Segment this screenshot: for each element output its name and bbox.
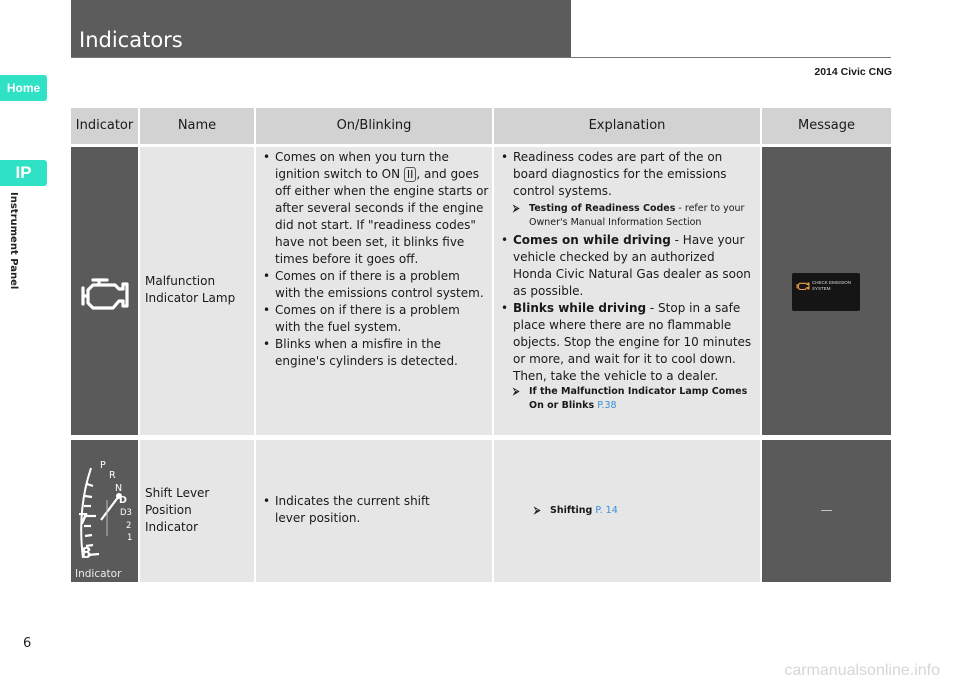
engine-icon bbox=[79, 278, 131, 312]
page-title: Indicators bbox=[79, 28, 183, 52]
model-name: 2014 Civic CNG bbox=[814, 66, 892, 78]
header-indicator: Indicator bbox=[71, 108, 138, 144]
indicator-caption: Indicator bbox=[75, 568, 122, 580]
explanation-cell-shift bbox=[494, 440, 760, 582]
mil-explanation-1: • Readiness codes are part of the on board diagnostics for the emissions control systems. bbox=[499, 149, 757, 200]
name-shift-line3: Indicator bbox=[145, 520, 199, 534]
header-rule bbox=[71, 57, 891, 58]
mil-explanation-2: • Comes on while driving - Have your vehicle checked by an authorized Honda Civic Natural Gas dealer as soon as possible. bbox=[499, 232, 757, 300]
home-button[interactable]: Home bbox=[0, 75, 47, 101]
ignition-on-symbol: II bbox=[404, 167, 417, 182]
name-cell-shift bbox=[140, 440, 254, 582]
header-name: Name bbox=[140, 108, 254, 144]
gear-n: N bbox=[115, 483, 123, 494]
screen-text-line1: CHECK EMISSION bbox=[812, 280, 852, 285]
mil-bullet-2: • Comes on if there is a problem with the emissions control system. bbox=[261, 268, 489, 302]
name-mil-line2: Indicator Lamp bbox=[145, 291, 236, 305]
name-mil-line1: Malfunction bbox=[145, 274, 216, 288]
indicators-table bbox=[71, 108, 891, 582]
page-number: 6 bbox=[23, 636, 32, 651]
message-dash: — bbox=[820, 503, 833, 517]
name-shift-line1: Shift Lever bbox=[145, 486, 210, 500]
gauge-number-8: 8 bbox=[81, 544, 92, 562]
section-label: Instrument Panel bbox=[8, 192, 19, 290]
title-bar bbox=[71, 0, 571, 57]
message-cell-mil bbox=[762, 147, 891, 435]
ref-mil-comes-on[interactable]: ⮚ If the Malfunction Indicator Lamp Comes On or Blinks P.38 bbox=[513, 385, 757, 413]
ref-readiness-codes[interactable]: ⮚ Testing of Readiness Codes - refer to your Owner's Manual Information Section bbox=[513, 202, 757, 230]
indicator-cell-shift bbox=[71, 440, 138, 582]
mil-bullet-3: • Comes on if there is a problem with the fuel system. bbox=[261, 302, 489, 336]
screen-text-line2: SYSTEM bbox=[812, 286, 831, 291]
gear-1: 1 bbox=[127, 533, 133, 543]
message-cell-shift bbox=[762, 440, 891, 582]
header-on-blinking: On/Blinking bbox=[256, 108, 492, 144]
gauge-number-7: 7 bbox=[78, 510, 89, 528]
gear-d: D bbox=[119, 495, 127, 506]
on-blinking-cell-mil bbox=[256, 147, 492, 435]
name-cell-mil bbox=[140, 147, 254, 435]
on-blinking-cell-shift bbox=[256, 440, 492, 582]
gear-d3: D3 bbox=[120, 508, 132, 518]
gear-p: P bbox=[100, 460, 106, 471]
indicator-cell-mil bbox=[71, 147, 138, 435]
engine-icon-small bbox=[796, 281, 810, 291]
mil-bullet-4: • Blinks when a misfire in the engine's cylinders is detected. bbox=[261, 336, 489, 370]
check-emission-screen bbox=[792, 273, 860, 311]
mil-explanation-3: • Blinks while driving - Stop in a safe place where there are no flammable objects. Stop the engine for 10 minutes or more, and wait for it to cool down. Then, take the vehicle to a dealer. bbox=[499, 300, 757, 385]
ref-shifting[interactable]: ⮚ Shifting P. 14 bbox=[534, 504, 618, 518]
explanation-cell-mil bbox=[494, 147, 760, 435]
gear-2: 2 bbox=[126, 521, 132, 531]
header-message: Message bbox=[762, 108, 891, 144]
watermark: carmanualsonline.info bbox=[784, 662, 940, 679]
name-shift-line2: Position bbox=[145, 503, 192, 517]
shift-bullet-1: • Indicates the current shift lever position. bbox=[261, 493, 461, 527]
header-explanation: Explanation bbox=[494, 108, 760, 144]
section-tab-ip[interactable]: IP bbox=[0, 160, 47, 186]
mil-bullet-1: • Comes on when you turn the ignition switch to ON II , and goes off either when the engine starts or after several seconds if the engine did not start. If "readiness codes" have not been set, it blinks five times before it goes off. bbox=[261, 149, 489, 268]
gear-r: R bbox=[109, 470, 116, 481]
